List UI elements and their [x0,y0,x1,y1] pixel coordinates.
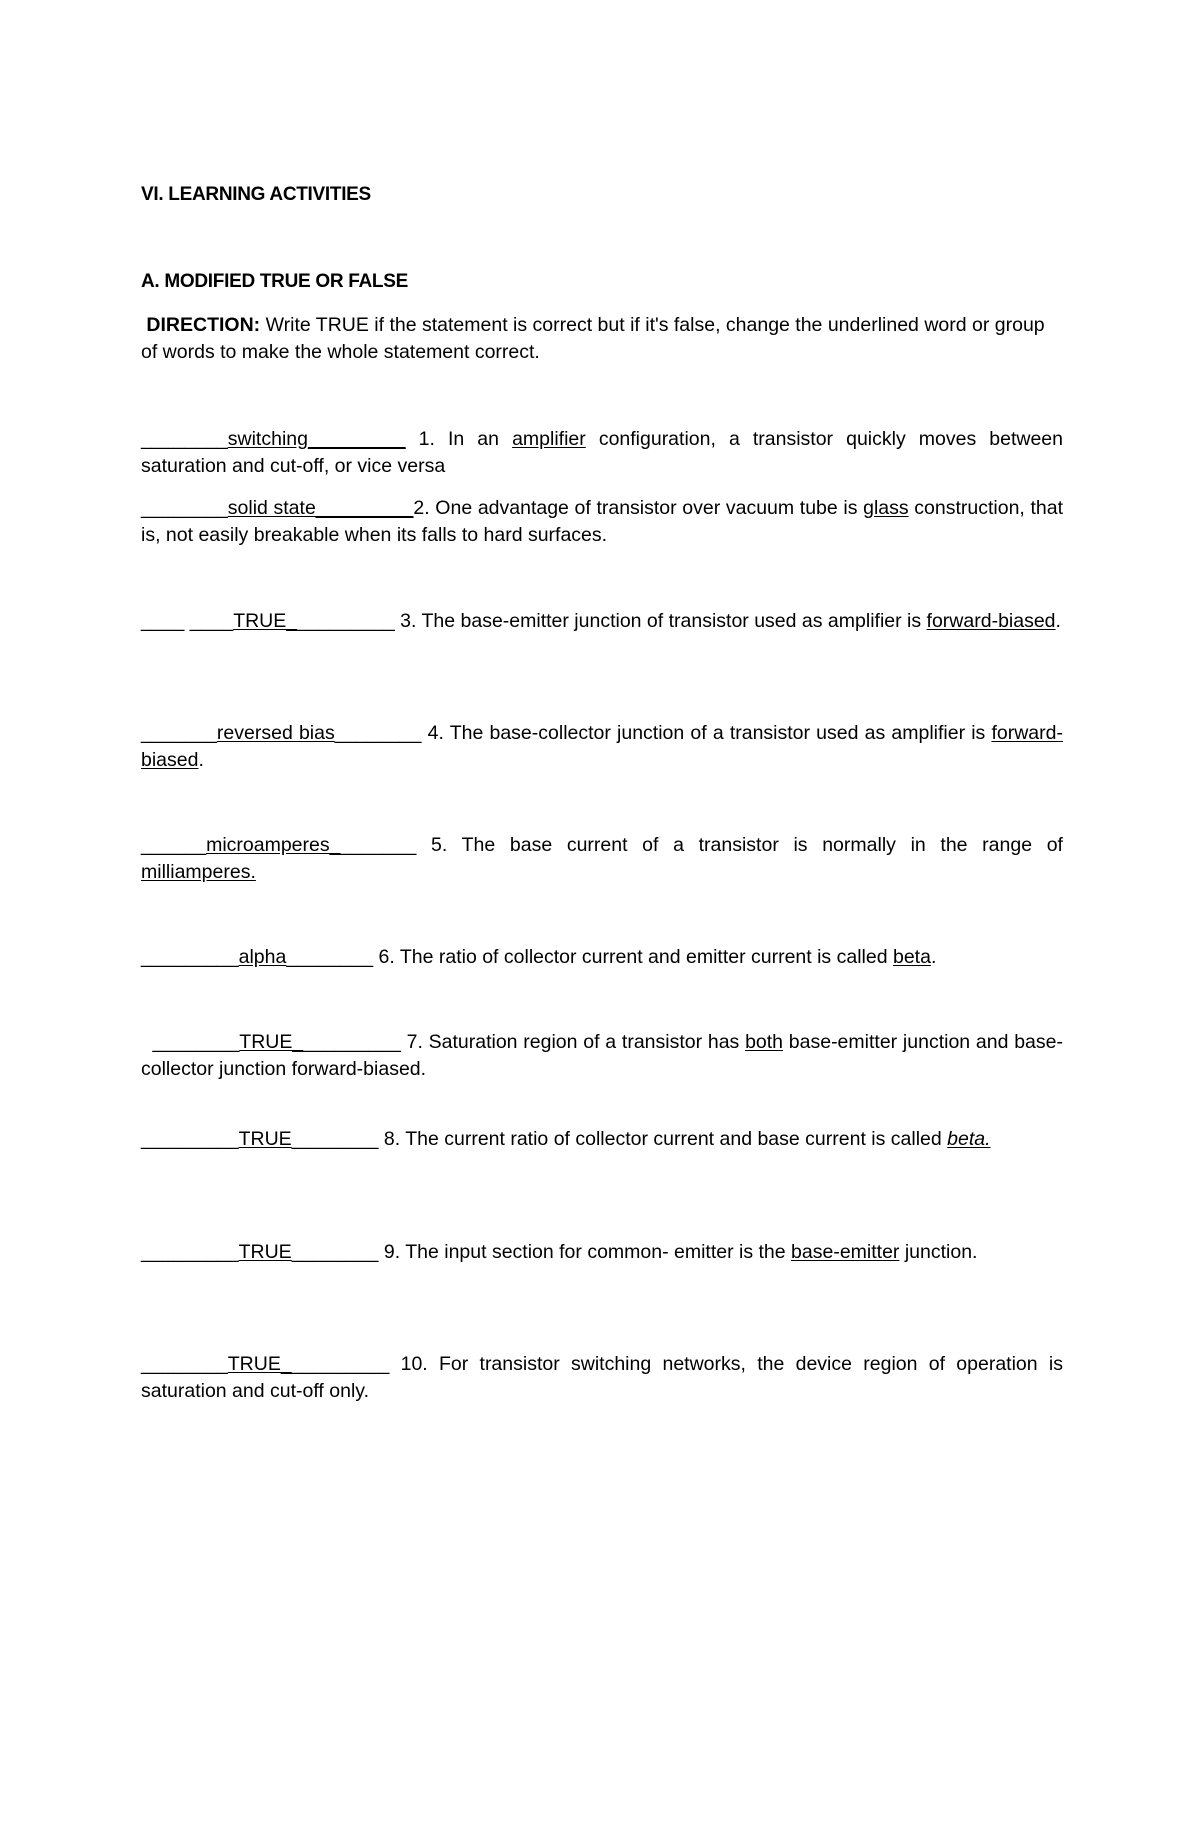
underlined-term: forward-biased [926,610,1056,632]
blank-lead: _________ [141,946,239,968]
blank-lead: ________ [141,428,228,450]
blank-trail: ________ [291,1241,384,1263]
blank-lead: ________ [141,1353,228,1375]
answer-text: solid state_________ [227,497,414,519]
blank-lead: _______ [141,722,217,744]
underlined-term: milliamperes. [141,861,256,883]
direction-label: DIRECTION: [146,314,261,336]
blank-trail: ________ [334,722,428,744]
statement-post: configuration, a transistor quickly moves between saturation and cut-off, or vice versa [141,428,1064,477]
statement-pre: 2. One advantage of transistor over vacuum tube is [413,497,864,519]
blank-lead: _________ [141,1128,239,1150]
statement-pre: 9. The input section for common- emitter is the [383,1241,792,1263]
blank-trail [406,428,419,450]
underlined-term: base-emitter [791,1241,900,1263]
list-item-10 [141,1351,1063,1405]
list-item-6 [141,944,1063,971]
answer-text: TRUE_ [227,1353,292,1375]
direction-text: Write TRUE if the statement is correct but if it's false, change the underlined word or group of words to make the whole statement correct. [141,314,1045,363]
direction-paragraph [141,312,1063,366]
section-title: VI. LEARNING ACTIVITIES [141,184,371,205]
underlined-term: forward-biased [141,722,1063,771]
list-item-1 [141,426,1063,480]
blank-lead: ______ [141,834,207,856]
blank-trail: ________ [286,946,379,968]
list-item-9 [141,1239,1063,1266]
answer-text: TRUE_ [239,1031,304,1053]
subsection-title: A. MODIFIED TRUE OR FALSE [141,271,408,292]
blank-lead: _________ [141,1241,239,1263]
answer-text: switching_________ [227,428,406,450]
blank-lead: ________ [141,1031,240,1053]
statement-post: base-emitter junction and base-collector junction forward-biased. [141,1031,1063,1080]
statement-pre: 1. In an [418,428,513,450]
list-item-7 [141,1029,1063,1083]
statement-pre: 5. The base current of a transistor is normally in the range of [431,834,1063,856]
answer-text: TRUE [238,1128,292,1150]
statement-post: . [198,749,204,771]
blank-trail: ________ [291,1128,384,1150]
blank-trail: _________ [297,610,401,632]
answer-text: TRUE_ [233,610,298,632]
statement-post: junction. [899,1241,978,1263]
blank-lead: ________ [141,497,228,519]
list-item-2 [141,495,1063,549]
statement-pre: 7. Saturation region of a transistor has [406,1031,746,1053]
list-item-3 [141,608,1063,635]
statement-pre: 3. The base-emitter junction of transistor used as amplifier is [400,610,927,632]
answer-text: TRUE [238,1241,292,1263]
statement-pre: 8. The current ratio of collector current and base current is called [383,1128,948,1150]
underlined-term: glass [863,497,909,519]
blank-trail: _______ [340,834,432,856]
answer-text: reversed bias [216,722,335,744]
statement-post: . [1055,610,1061,632]
blank-trail: _________ [303,1031,407,1053]
answer-text: microamperes_ [206,834,341,856]
blank-lead: ____ ____ [141,610,234,632]
answer-text: alpha [238,946,287,968]
statement-post: . [930,946,937,968]
blank-trail: _________ [291,1353,401,1375]
statement-pre: 10. For transistor switching networks, the device region of operation is saturation and cut-off only. [141,1353,1063,1402]
statement-pre: 4. The base-collector junction of a transistor used as amplifier is [427,722,992,744]
list-item-4 [141,720,1063,774]
underlined-term: beta [892,946,931,968]
list-item-5 [141,832,1063,886]
underlined-term: both [745,1031,784,1053]
statement-pre: 6. The ratio of collector current and emitter current is called [378,946,893,968]
statement-post: construction, that is, not easily breakable when its falls to hard surfaces. [141,497,1064,546]
list-item-8 [141,1126,1063,1153]
underlined-term: beta. [947,1128,991,1150]
underlined-term: amplifier [512,428,586,450]
